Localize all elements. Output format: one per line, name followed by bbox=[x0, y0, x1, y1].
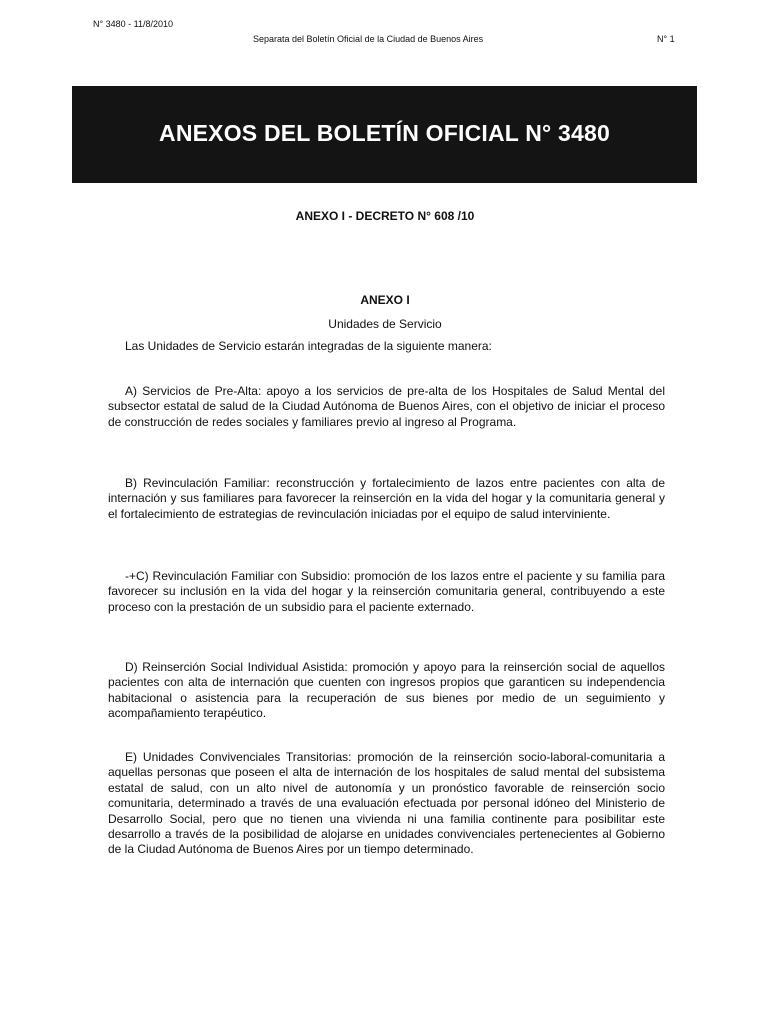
page-number: N° 1 bbox=[657, 34, 675, 44]
issue-date: N° 3480 - 11/8/2010 bbox=[93, 19, 173, 29]
paragraph-revinculacion-familiar: B) Revinculación Familiar: reconstrucción y fortalecimiento de lazos entre pacientes con alta de internación y sus familiares para favorecer la reinserción en la vida del hogar y la comunitaria general y el fortalecimiento de estrategias de revinculación iniciadas por el equipo de salud interviniente. bbox=[108, 476, 665, 521]
intro-text: Las Unidades de Servicio estarán integradas de la siguiente manera: bbox=[125, 339, 492, 353]
banner-title: ANEXOS DEL BOLETÍN OFICIAL N° 3480 bbox=[159, 120, 610, 146]
paragraph-revinculacion-subsidio: -+C) Revinculación Familiar con Subsidio: promoción de los lazos entre el paciente y su familia para favorecer su inclusión en la vida del hogar y la reinserción comunitaria general, contribuyendo a este proceso con la prestación de un subsidio para el paciente externado. bbox=[108, 569, 665, 614]
publication-name: Separata del Boletín Oficial de la Ciudad de Buenos Aires bbox=[253, 34, 484, 44]
paragraph-pre-alta: A) Servicios de Pre-Alta: apoyo a los servicios de pre-alta de los Hospitales de Salud Mental del subsector estatal de salud de la Ciudad Autónoma de Buenos Aires, con el objetivo de iniciar el proceso de construcción de redes sociales y familiares previo al ingreso al Programa. bbox=[108, 384, 665, 429]
annex-heading: ANEXO I bbox=[360, 293, 410, 307]
title-banner bbox=[72, 86, 697, 183]
paragraph-reinsercion-social: D) Reinserción Social Individual Asistida: promoción y apoyo para la reinserción social de aquellos pacientes con alta de internación que cuenten con ingresos propios que garanticen su independencia habitacional o asistencia para la recuperación de sus bienes por medio de un seguimiento y acompañamiento terapéutico. bbox=[108, 660, 665, 721]
annex-decree-title: ANEXO I - DECRETO N° 608 /10 bbox=[295, 209, 475, 223]
paragraph-unidades-convivenciales: E) Unidades Convivenciales Transitorias: promoción de la reinserción socio-laboral-comunitaria a aquellas personas que poseen el alta de internación de los hospitales de salud mental del subsistema estatal de salud, con un alto nivel de autonomía y un pronóstico favorable de reinserción socio comunitaria, determinado a través de una evaluación efectuada por personal idóneo del Ministerio de Desarrollo Social, pero que no tienen una vivienda ni una familia continente para posibilitar este desarrollo a través de la posibilidad de alojarse en unidades convivenciales pertenecientes al Gobierno de la Ciudad Autónoma de Buenos Aires por un tiempo determinado. bbox=[108, 750, 665, 857]
annex-subheading: Unidades de Servicio bbox=[328, 317, 442, 331]
